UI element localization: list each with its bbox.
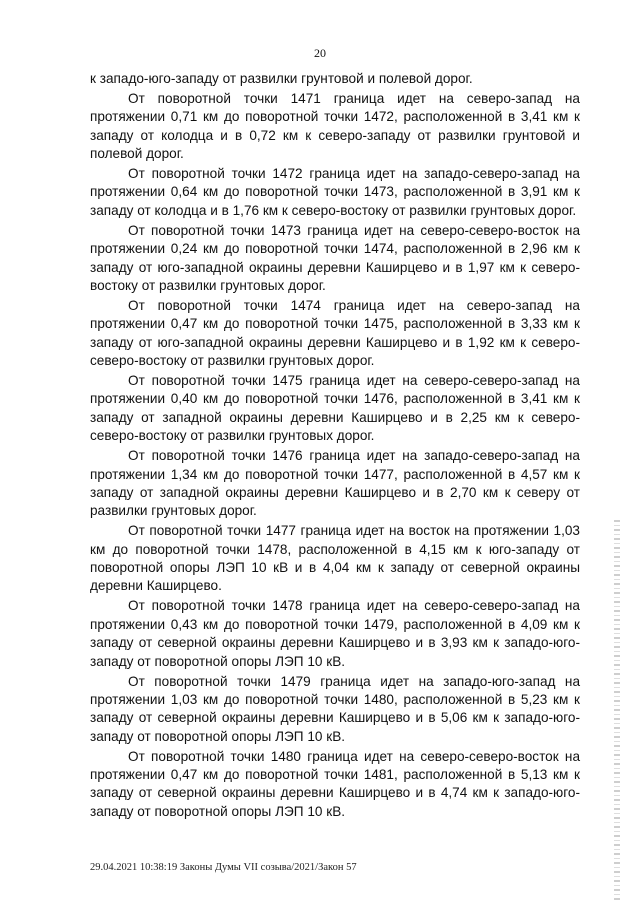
paragraph: От поворотной точки 1474 граница идет на северо-запад на протяжении 0,47 км до поворотной точки 1475, расположенной в 3,33 км к западу от юго-западной окраины деревни Каширцево и в 1,92 км к северо-северо-востоку от развилки грунтовых дорог. bbox=[90, 297, 580, 369]
registration-stamp-mark bbox=[614, 520, 620, 900]
page-number: 20 bbox=[314, 46, 326, 60]
paragraph: От поворотной точки 1480 граница идет на северо-северо-восток на протяжении 0,47 км до поворотной точки 1481, расположенной в 5,13 км к западу от северной окраины деревни Каширцево и в 4,74 км к западо-юго-западу от поворотной опоры ЛЭП 10 кВ. bbox=[90, 748, 580, 819]
paragraph: От поворотной точки 1472 граница идет на западо-северо-запад на протяжении 0,64 км до поворотной точки 1473, расположенной в 3,91 км к западу от колодца и в 1,76 км к северо-востоку от развилки грунтовых дорог. bbox=[90, 166, 580, 218]
paragraph: От поворотной точки 1478 граница идет на северо-северо-запад на протяжении 0,43 км до поворотной точки 1479, расположенной в 4,09 км к западу от северной окраины деревни Каширцево и в 3,93 км к западо-юго-западу от поворотной опоры ЛЭП 10 кВ. bbox=[90, 598, 580, 669]
document-body bbox=[90, 70, 580, 823]
paragraph: От поворотной точки 1477 граница идет на восток на протяжении 1,03 км до поворотной точки 1478, расположенной в 4,15 км к юго-западу от поворотной опоры ЛЭП 10 кВ и в 4,04 км к западу от северной окраины деревни Каширцево. bbox=[90, 523, 580, 594]
paragraph: От поворотной точки 1479 граница идет на западо-юго-запад на протяжении 1,03 км до поворотной точки 1480, расположенной в 5,23 км к западу от северной окраины деревни Каширцево и в 5,06 км к западо-юго-западу от поворотной опоры ЛЭП 10 кВ. bbox=[90, 673, 580, 744]
paragraph: От поворотной точки 1473 граница идет на северо-северо-восток на протяжении 0,24 км до поворотной точки 1474, расположенной в 2,96 км к западу от юго-западной окраины деревни Каширцево и в 1,97 км к северо-востоку от развилки грунтовых дорог. bbox=[90, 222, 580, 293]
paragraph: От поворотной точки 1476 граница идет на западо-северо-запад на протяжении 1,34 км до поворотной точки 1477, расположенной в 4,57 км к западу от западной окраины деревни Каширцево и в 2,70 км к северу от развилки грунтовых дорог. bbox=[90, 448, 580, 519]
paragraph-continuation: к западо-юго-западу от развилки грунтовой и полевой дорог. bbox=[90, 71, 473, 86]
paragraph: От поворотной точки 1475 граница идет на северо-северо-запад на протяжении 0,40 км до поворотной точки 1476, расположенной в 3,41 км к западу от западной окраины деревни Каширцево и в 2,25 км к северо-северо-востоку от развилки грунтовых дорог. bbox=[90, 373, 580, 444]
paragraph: От поворотной точки 1471 граница идет на северо-запад на протяжении 0,71 км до поворотной точки 1472, расположенной в 3,41 км к западу от колодца и в 0,72 км к северо-западу от развилки грунтовой и полевой дорог. bbox=[90, 90, 580, 162]
document-footer: 29.04.2021 10:38:19 Законы Думы VII созыва/2021/Закон 57 bbox=[90, 862, 357, 873]
